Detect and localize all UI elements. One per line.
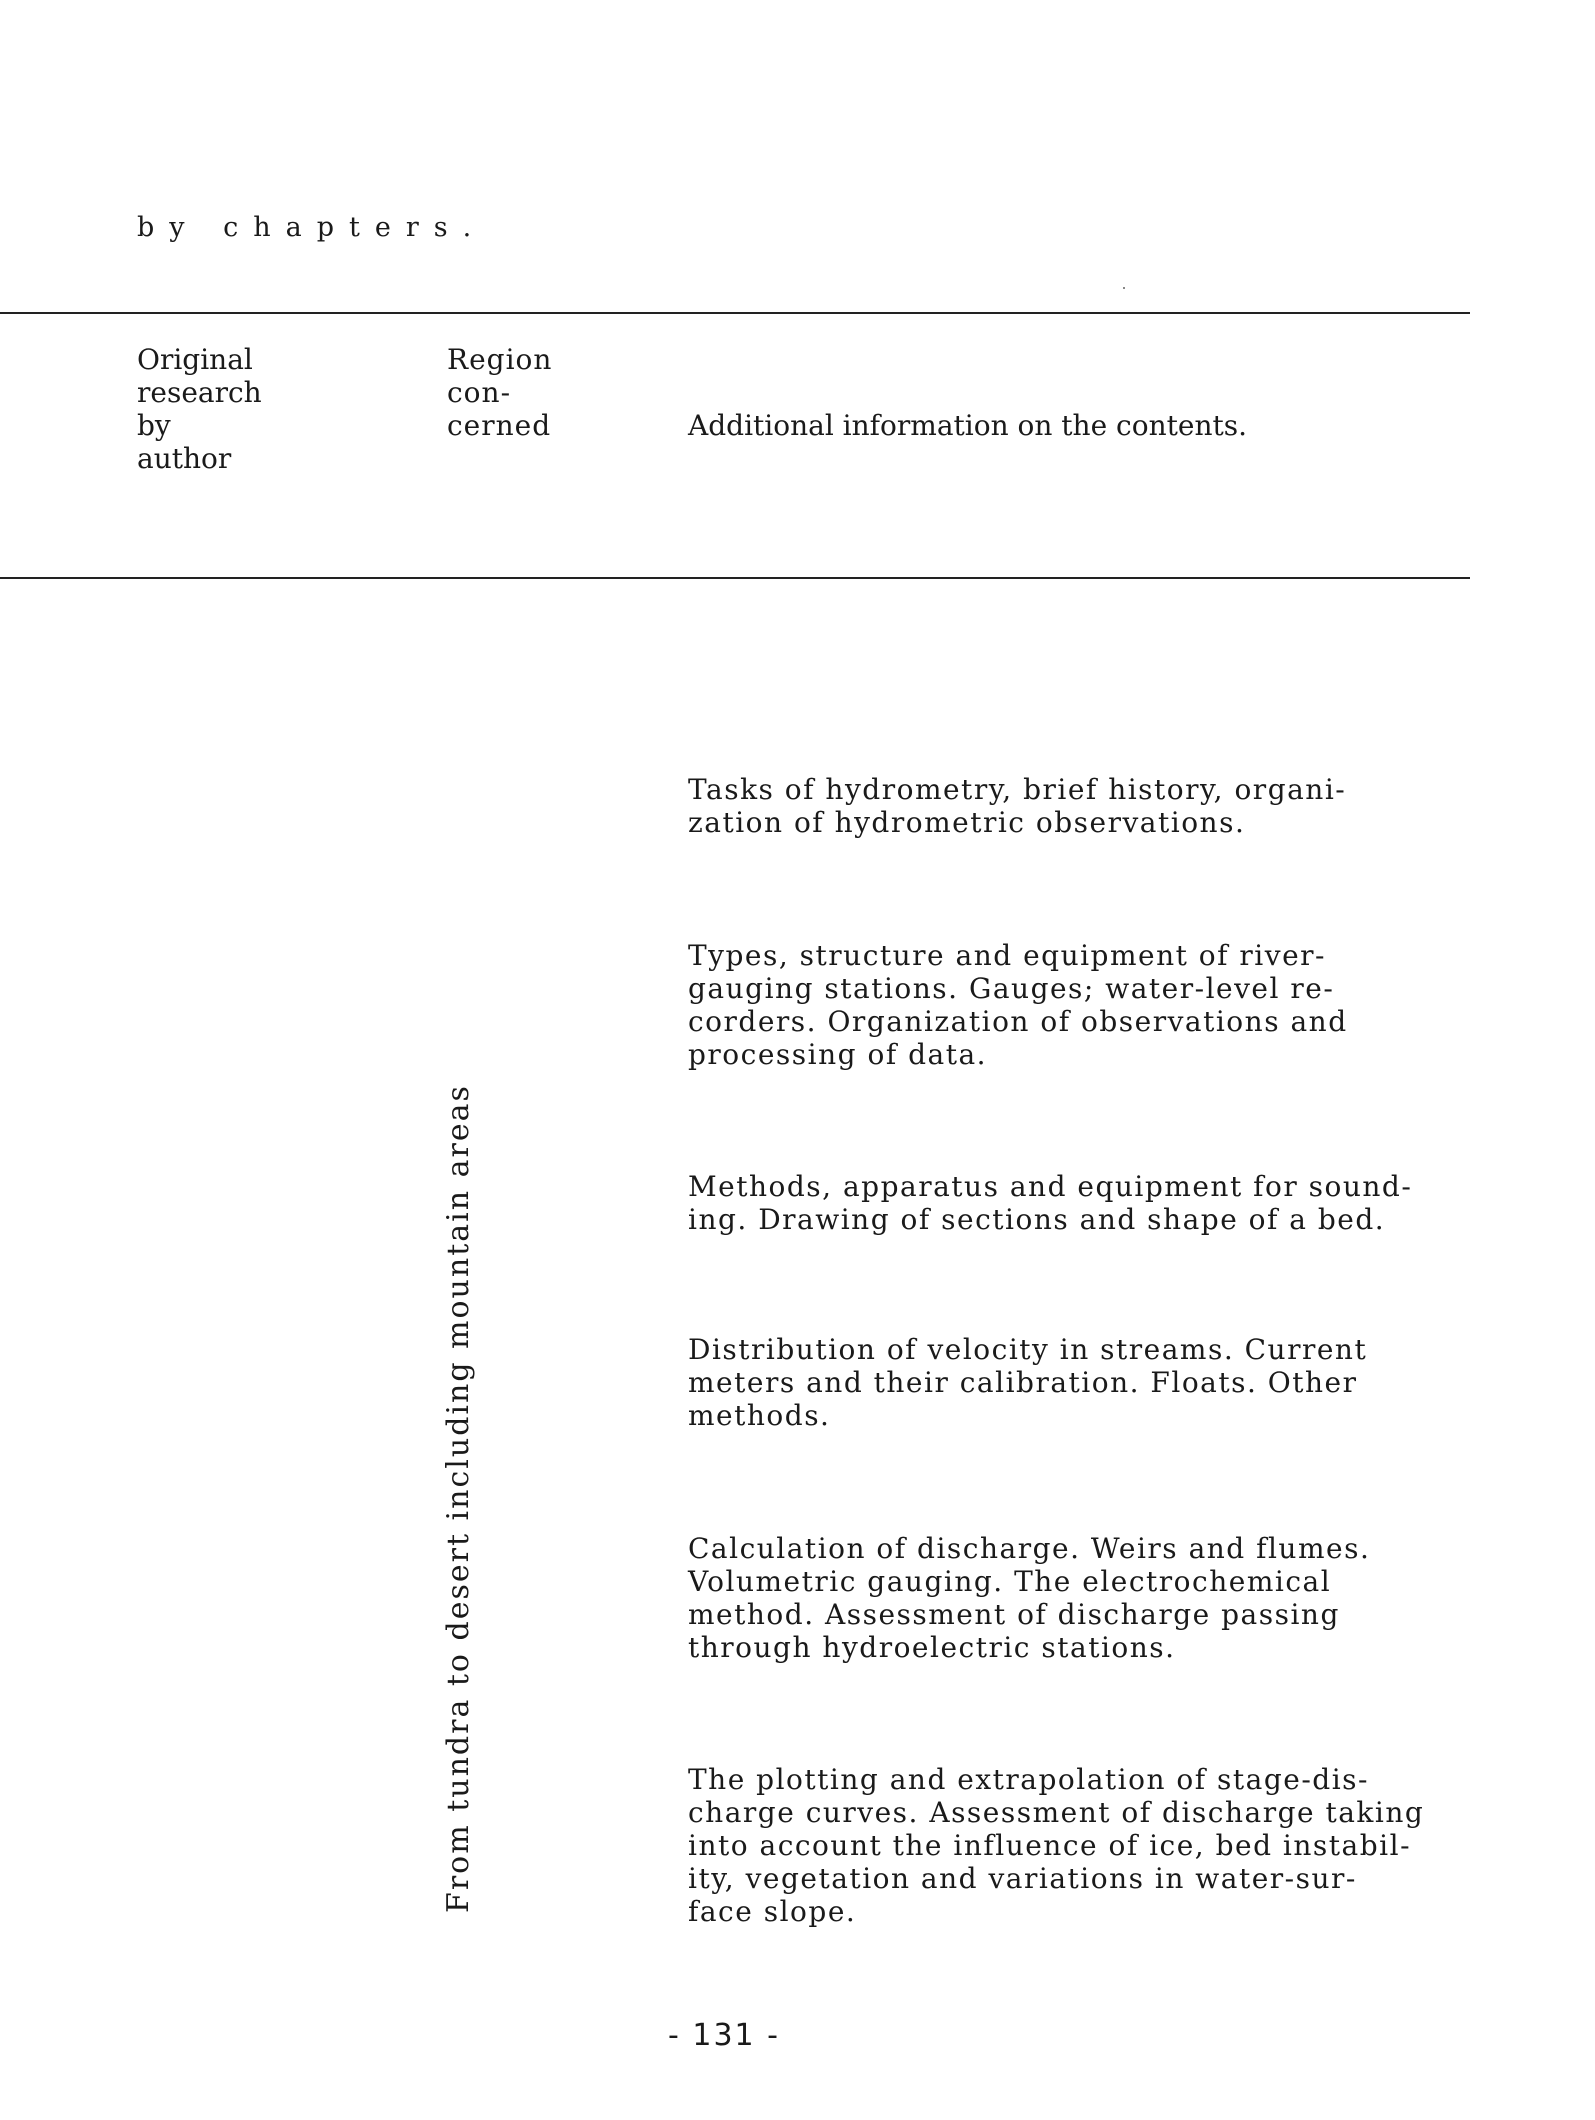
chapter-entry (688, 1763, 1498, 1928)
chapter-entry (688, 1532, 1498, 1664)
column-header-info: Additional information on the contents. (688, 409, 1248, 442)
scan-speck (1123, 287, 1125, 289)
page-number: - 131 - (668, 2018, 780, 2053)
entry-line: Tasks of hydrometry, brief history, organi- (688, 773, 1347, 806)
entry-line: gauging stations. Gauges; water-level re- (688, 972, 1335, 1005)
table-header-bottom-rule (0, 577, 1470, 579)
entry-line: through hydroelectric stations. (688, 1631, 1176, 1664)
chapter-entry (688, 773, 1498, 839)
entry-line: ity, vegetation and variations in water-sur- (688, 1862, 1357, 1895)
entry-line: processing of data. (688, 1038, 988, 1071)
chapter-entry (688, 1333, 1498, 1432)
region-vertical-cell (434, 1084, 484, 1913)
chapter-entry (688, 939, 1498, 1071)
column-header-region-line: cerned (447, 409, 552, 442)
column-header-author-line: by (137, 409, 171, 442)
column-header-region-line: con- (447, 376, 512, 409)
region-vertical-text: From tundra to desert including mountain areas (441, 1084, 476, 1913)
entry-line: method. Assessment of discharge passing (688, 1598, 1340, 1631)
entry-line: charge curves. Assessment of discharge taking (688, 1796, 1425, 1829)
entry-line: Distribution of velocity in streams. Current (688, 1333, 1368, 1366)
column-header-region-line: Region (447, 343, 553, 376)
entry-line: methods. (688, 1399, 831, 1432)
column-header-author-line: Original (137, 343, 253, 376)
entry-line: Volumetric gauging. The electrochemical (688, 1565, 1332, 1598)
chapter-entry (688, 1170, 1498, 1236)
column-header-author (137, 343, 262, 475)
entry-line: The plotting and extrapolation of stage-dis- (688, 1763, 1370, 1796)
column-header-region (447, 343, 552, 442)
entry-line: Types, structure and equipment of river- (688, 939, 1326, 972)
entry-line: into account the influence of ice, bed instabil- (688, 1829, 1412, 1862)
entry-line: face slope. (688, 1895, 857, 1928)
entry-line: Methods, apparatus and equipment for sound- (688, 1170, 1413, 1203)
entry-line: Calculation of discharge. Weirs and flumes. (688, 1532, 1371, 1565)
entry-line: ing. Drawing of sections and shape of a bed. (688, 1203, 1386, 1236)
entry-line: corders. Organization of observations and (688, 1005, 1348, 1038)
column-header-author-line: author (137, 442, 232, 475)
table-top-rule (0, 312, 1470, 314)
column-header-author-line: research (137, 376, 262, 409)
entry-line: zation of hydrometric observations. (688, 806, 1246, 839)
page-heading: by chapters. (137, 212, 487, 243)
entry-line: meters and their calibration. Floats. Other (688, 1366, 1358, 1399)
